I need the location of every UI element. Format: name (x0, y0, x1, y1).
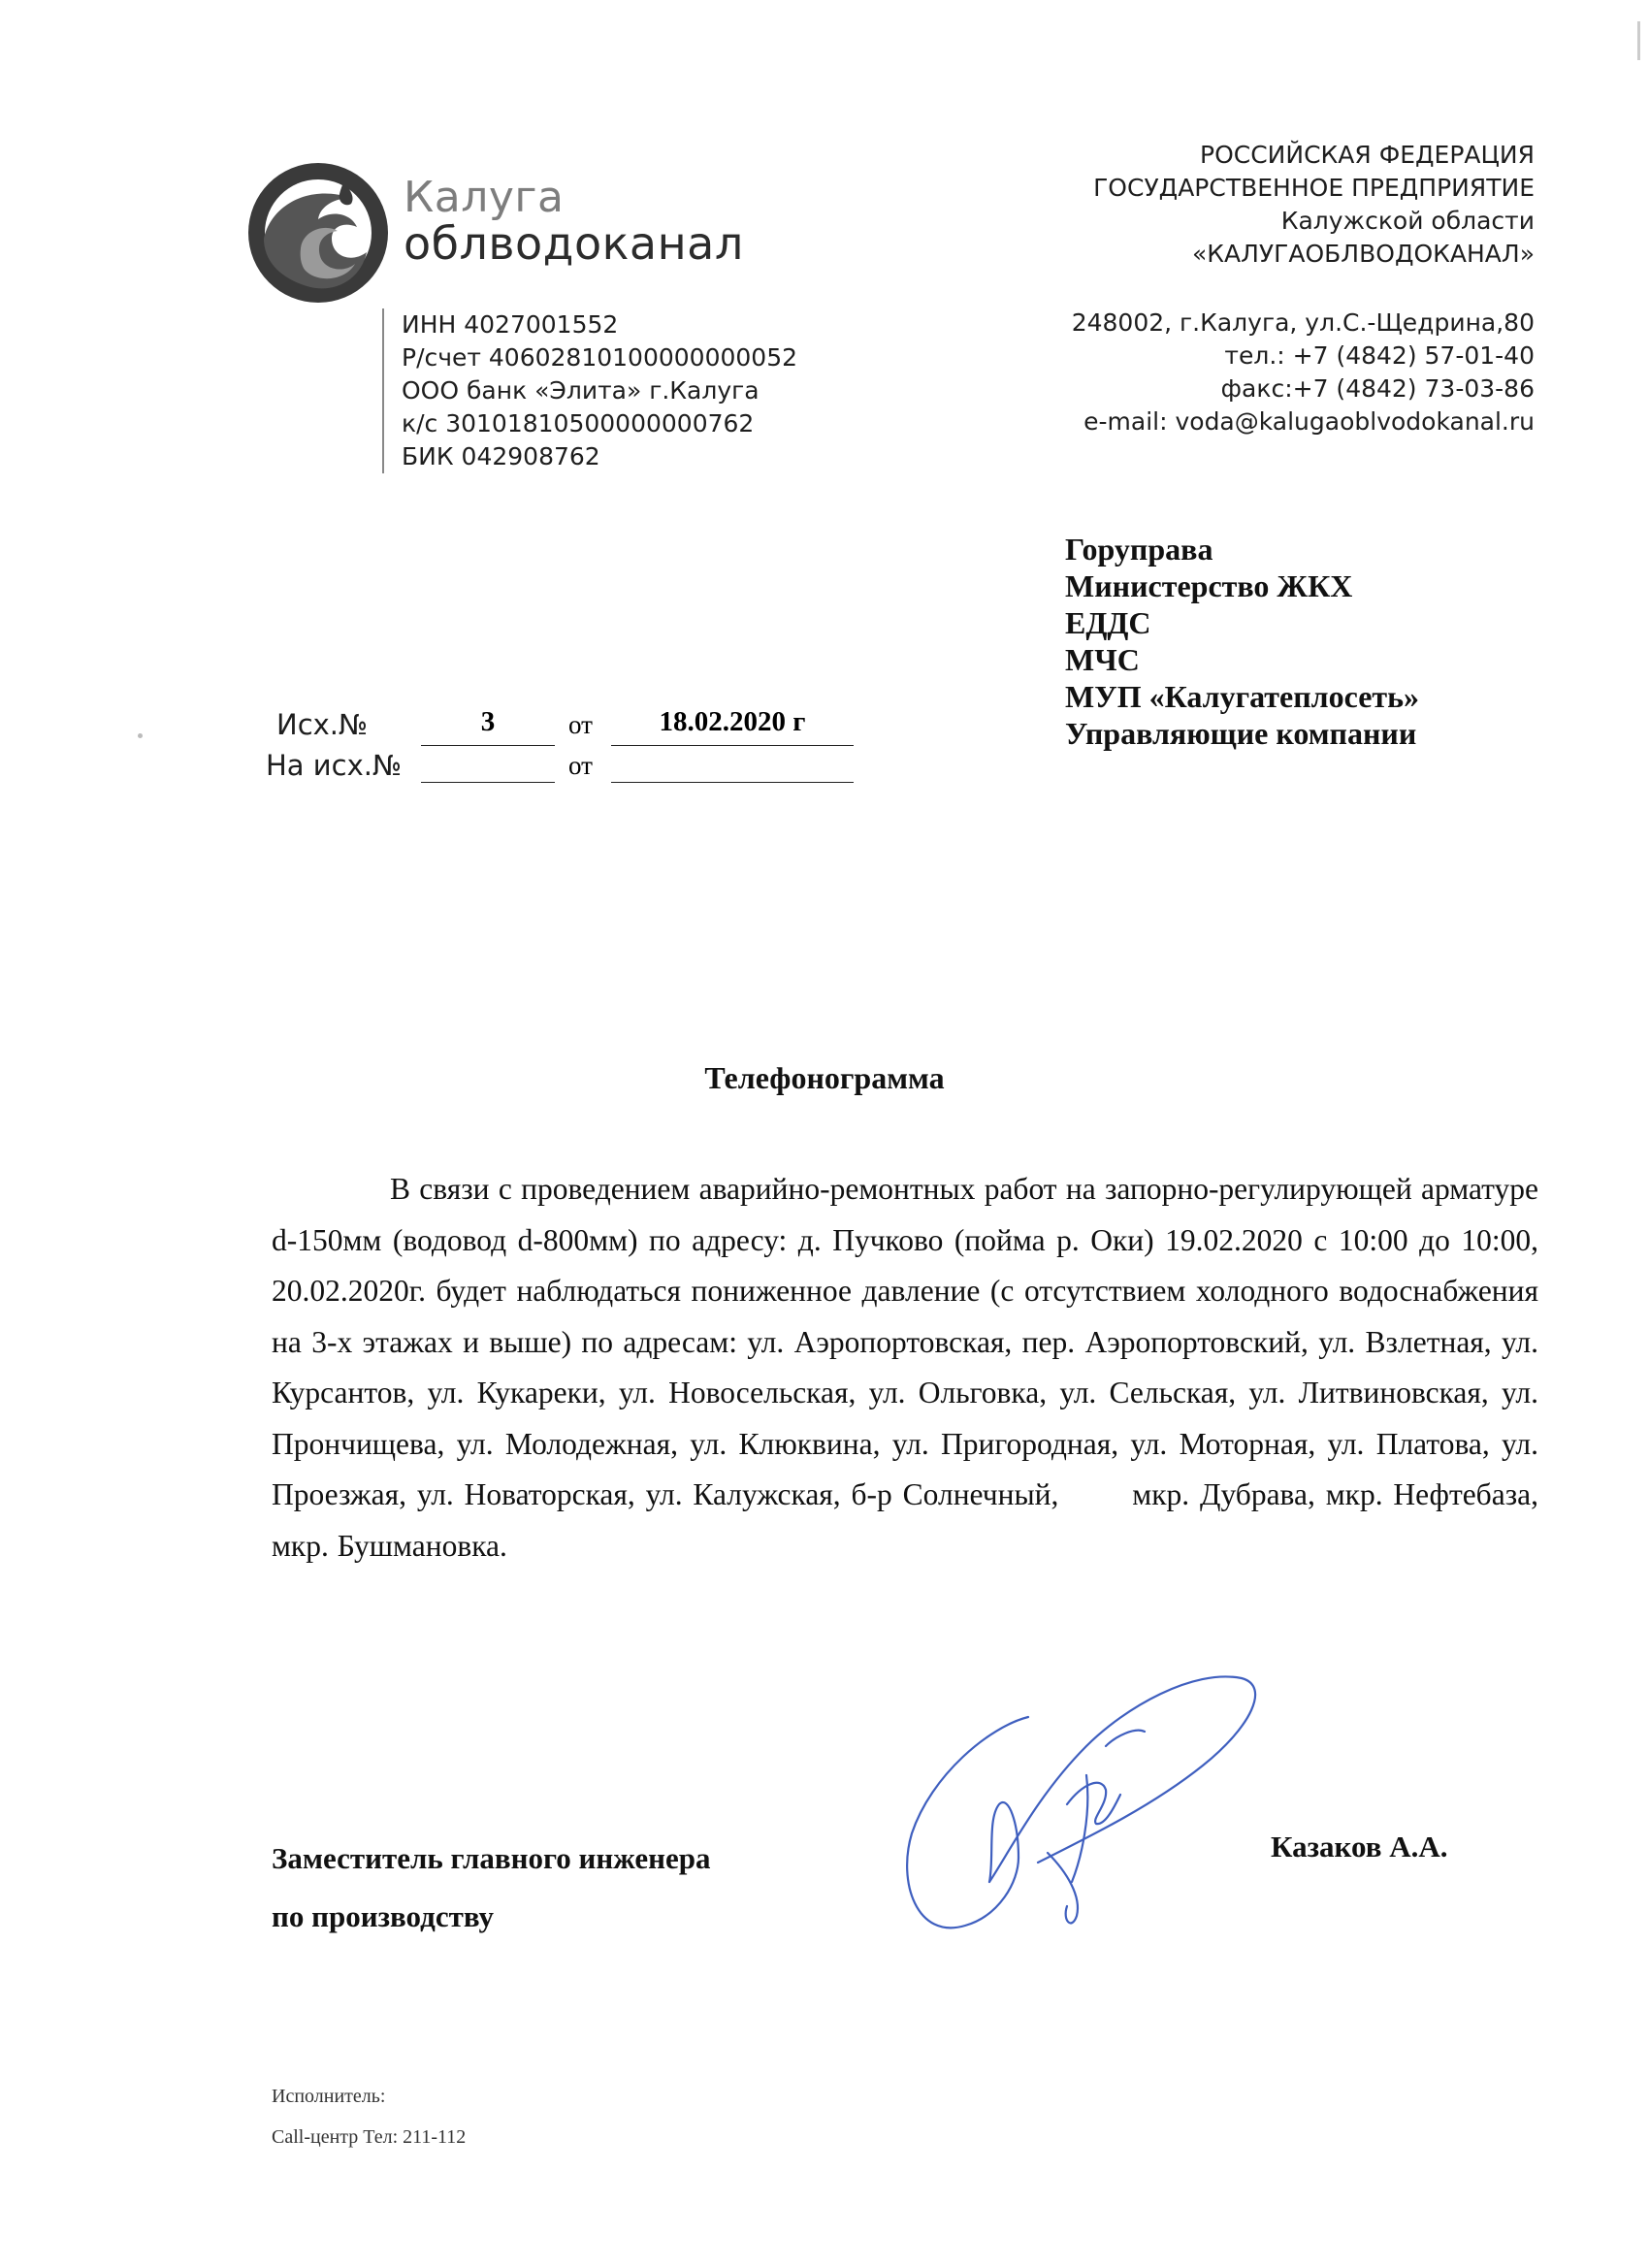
incoming-number-underline (421, 782, 555, 783)
outgoing-number-underline (421, 745, 555, 746)
bank-corr-account: к/с 30101810500000000762 (402, 409, 755, 437)
outgoing-number-label: Исх.№ (276, 708, 369, 741)
document-body: В связи с проведением аварийно-ремонтных работ на запорно-регулирующей арматуре d-150мм (водовод d-800мм) по адресу: д. Пучково (пойма р. Оки) 19.02.2020 с 10:00 до 10:00, 20.02.2020г. будет наблюдаться пониженное давление (с отсутствием холодного водоснабжения на 3-х этажах и выше) по адресам: ул. Аэропортовская, пер. Аэропортовский, ул. Взлетная, ул. Курсантов, ул. Кукареки, ул. Новосельская, ул. Ольговка, ул. Сельская, ул. Литвиновская, ул. Прончищева, ул. Молодежная, ул. Клюквина, ул. Пригородная, ул. Моторная, ул. Платова, ул. Проезжая, ул. Новаторская, ул. Калужская, б-р Солнечный, мкр. Дубрава, мкр. Нефтебаза, мкр. Бушмановка. (272, 1172, 1547, 1563)
org-email: e-mail: voda@kalugaoblvodokanal.ru (1083, 407, 1535, 436)
org-line: РОССИЙСКАЯ ФЕДЕРАЦИЯ (1200, 141, 1535, 169)
organization-contacts (1072, 307, 1535, 438)
wave-droplet-logo-icon (242, 155, 398, 310)
signer-name: Казаков А.А. (1271, 1830, 1448, 1863)
outgoing-date-value: 18.02.2020 г (659, 706, 806, 737)
bank-account: Р/счет 40602810100000000052 (402, 343, 798, 372)
org-line: ГОСУДАРСТВЕННОЕ ПРЕДПРИЯТИЕ (1093, 174, 1535, 202)
company-logo (242, 155, 747, 320)
org-address: 248002, г.Калуга, ул.С.-Щедрина,80 (1071, 308, 1535, 337)
document-title: Телефонограмма (704, 1060, 945, 1095)
recipient: ЕДДС (1065, 605, 1151, 640)
recipient: Горуправа (1065, 532, 1213, 567)
org-line: Калужской области (1280, 207, 1535, 235)
outgoing-number-value: 3 (480, 706, 496, 737)
signer-position-line1: Заместитель главного инженера (272, 1841, 711, 1875)
scan-edge-mark (1637, 21, 1640, 60)
outgoing-date-underline (611, 745, 854, 746)
signer-position-line2: по производству (272, 1899, 495, 1933)
recipient: МУП «Калугатеплосеть» (1065, 679, 1420, 714)
organization-header (1093, 139, 1535, 271)
footer-callcenter: Call-центр Тел: 211-112 (272, 2126, 467, 2148)
bank-inn: ИНН 4027001552 (402, 310, 619, 339)
document-footer (272, 2076, 466, 2157)
scan-speck (138, 733, 143, 738)
incoming-number-label: На исх.№ (266, 749, 403, 782)
org-phone: тел.: +7 (4842) 57-01-40 (1224, 341, 1535, 370)
outgoing-date-prefix: от (568, 710, 593, 739)
recipient: Управляющие компании (1065, 716, 1417, 751)
incoming-date-underline (611, 782, 854, 783)
signer-position (272, 1830, 710, 1946)
org-line: «КАЛУГАОБЛВОДОКАНАЛ» (1191, 240, 1535, 268)
recipient: Министерство ЖКХ (1065, 568, 1353, 603)
bank-requisites (382, 308, 797, 473)
bank-name: ООО банк «Элита» г.Калуга (402, 376, 760, 405)
logo-text-city: Калуга (404, 173, 565, 222)
logo-text-company: облводоканал (404, 217, 744, 270)
incoming-date-prefix: от (568, 751, 593, 780)
recipient: МЧС (1065, 642, 1140, 677)
recipients-list (1065, 531, 1419, 752)
bank-bik: БИК 042908762 (402, 442, 600, 470)
footer-executor: Исполнитель: (272, 2086, 386, 2107)
handwritten-signature (873, 1649, 1280, 1960)
org-fax: факс:+7 (4842) 73-03-86 (1220, 374, 1535, 403)
